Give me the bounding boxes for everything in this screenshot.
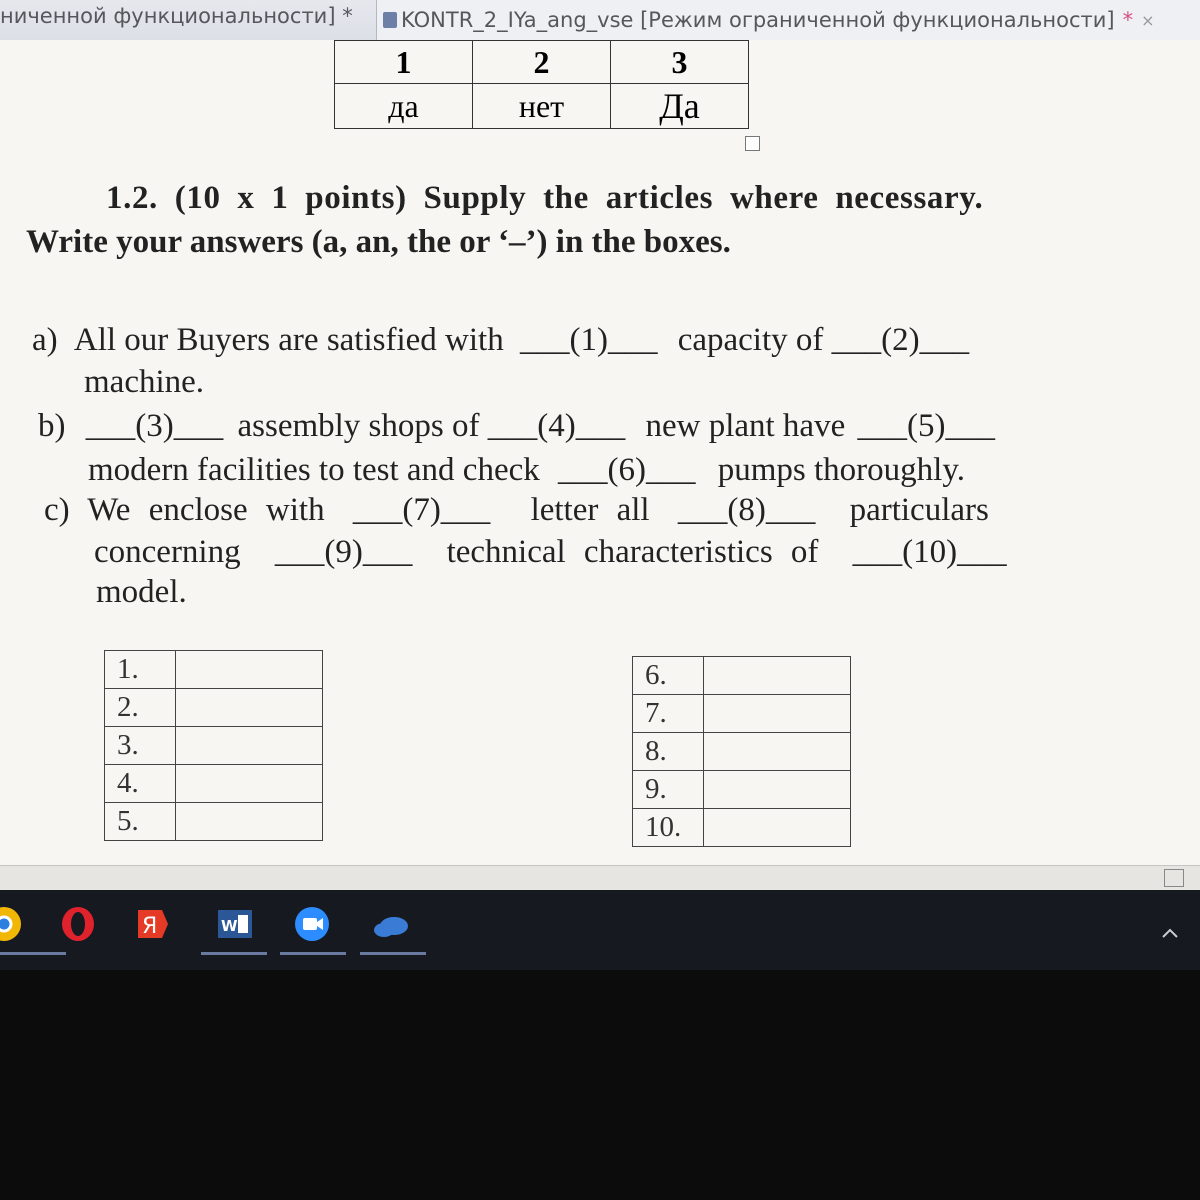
exercise-text: technical characteristics of: [446, 534, 819, 570]
answer-box[interactable]: [176, 651, 323, 689]
exercise-label: a): [32, 322, 58, 358]
answer-number: 3.: [105, 727, 176, 765]
title-bar: [0, 0, 1200, 41]
exercise-c-line1: [44, 492, 989, 529]
exercise-a-line1: [32, 322, 969, 359]
onedrive-icon[interactable]: [372, 906, 412, 942]
answer-box[interactable]: [704, 695, 851, 733]
answer-number: 1.: [105, 651, 176, 689]
top-table-header: 2: [473, 41, 611, 84]
exercise-c-line2: [94, 534, 1007, 571]
taskbar: [0, 890, 1200, 970]
answer-box[interactable]: [704, 809, 851, 847]
chevron-up-icon[interactable]: [1160, 926, 1180, 940]
table-resize-handle[interactable]: [745, 136, 760, 151]
blank-1: ___(1)___: [519, 322, 658, 358]
yandex-letter: Я: [142, 914, 158, 939]
modified-marker: *: [1122, 8, 1134, 32]
exercise-label: b): [38, 408, 66, 444]
answer-box[interactable]: [176, 727, 323, 765]
answer-number: 9.: [633, 771, 704, 809]
exercise-text: modern facilities to test and check: [88, 452, 540, 488]
task-instruction: Write your answers (a, an, the or ‘–’) in the boxes.: [26, 224, 731, 260]
blank-4: ___(4)___: [487, 408, 626, 444]
top-answer-table: [334, 40, 749, 129]
answer-number: 2.: [105, 689, 176, 727]
answer-number: 8.: [633, 733, 704, 771]
top-table-cell[interactable]: нет: [473, 84, 611, 129]
answer-box[interactable]: [704, 771, 851, 809]
word-icon[interactable]: [218, 906, 252, 942]
word-letter: W: [221, 917, 238, 935]
yandex-icon[interactable]: [134, 906, 170, 942]
taskbar-active-indicator: [360, 952, 426, 955]
exercise-c-line3: model.: [96, 574, 187, 610]
close-tab-button[interactable]: ×: [1141, 10, 1155, 30]
document-icon: [383, 12, 397, 28]
blank-8: ___(8)___: [677, 492, 816, 528]
exercise-a-line2: machine.: [84, 364, 205, 400]
top-table-cell[interactable]: Да: [611, 84, 749, 129]
tab-title: KONTR_2_IYa_ang_vse [Режим ограниченной функциональности]: [401, 8, 1115, 32]
top-table-header: 1: [335, 41, 473, 84]
exercise-b-line2: [88, 452, 965, 489]
answer-number: 10.: [633, 809, 704, 847]
task-heading: 1.2. (10 x 1 points) Supply the articles where necessary.: [106, 180, 984, 216]
top-table-header: 3: [611, 41, 749, 84]
answer-number: 4.: [105, 765, 176, 803]
exercise-text: concerning: [94, 534, 241, 570]
blank-5: ___(5)___: [857, 408, 995, 444]
exercise-text: We enclose with: [87, 492, 325, 528]
zoom-icon[interactable]: [294, 906, 330, 942]
exercise-text: capacity of: [677, 322, 824, 358]
blank-3: ___(3)___: [85, 408, 224, 444]
tab-previous-document[interactable]: ниченной функциональности] *: [0, 4, 353, 28]
answer-box[interactable]: [704, 733, 851, 771]
exercise-text: particulars: [849, 492, 989, 528]
opera-icon[interactable]: [60, 906, 96, 942]
exercise-text: pumps thoroughly.: [717, 452, 965, 488]
blank-2: ___(2)___: [831, 322, 970, 358]
answer-box[interactable]: [176, 689, 323, 727]
read-mode-icon[interactable]: [1164, 869, 1184, 887]
tab-active-document[interactable]: [376, 0, 1200, 40]
answer-table-right: [632, 656, 851, 847]
answer-box[interactable]: [176, 765, 323, 803]
answer-box[interactable]: [176, 803, 323, 841]
exercise-text: assembly shops of: [237, 408, 480, 444]
blank-7: ___(7)___: [352, 492, 491, 528]
top-table-cell[interactable]: да: [335, 84, 473, 129]
answer-box[interactable]: [704, 657, 851, 695]
status-bar: [0, 865, 1200, 890]
exercise-text: new plant have: [645, 408, 846, 444]
blank-9: ___(9)___: [274, 534, 413, 570]
taskbar-active-indicator: [280, 952, 346, 955]
blank-6: ___(6)___: [558, 452, 696, 488]
answer-number: 7.: [633, 695, 704, 733]
answer-table-left: [104, 650, 323, 841]
exercise-text: All our Buyers are satisfied with: [73, 322, 504, 358]
chrome-icon[interactable]: [0, 906, 22, 942]
exercise-label: c): [44, 492, 70, 528]
document-page[interactable]: [0, 40, 1200, 865]
answer-number: 6.: [633, 657, 704, 695]
taskbar-active-indicator: [201, 952, 267, 955]
exercise-b-line1: [38, 408, 995, 445]
taskbar-active-indicator: [0, 952, 66, 955]
blank-10: ___(10)___: [852, 534, 1007, 570]
answer-number: 5.: [105, 803, 176, 841]
exercise-text: letter all: [530, 492, 650, 528]
